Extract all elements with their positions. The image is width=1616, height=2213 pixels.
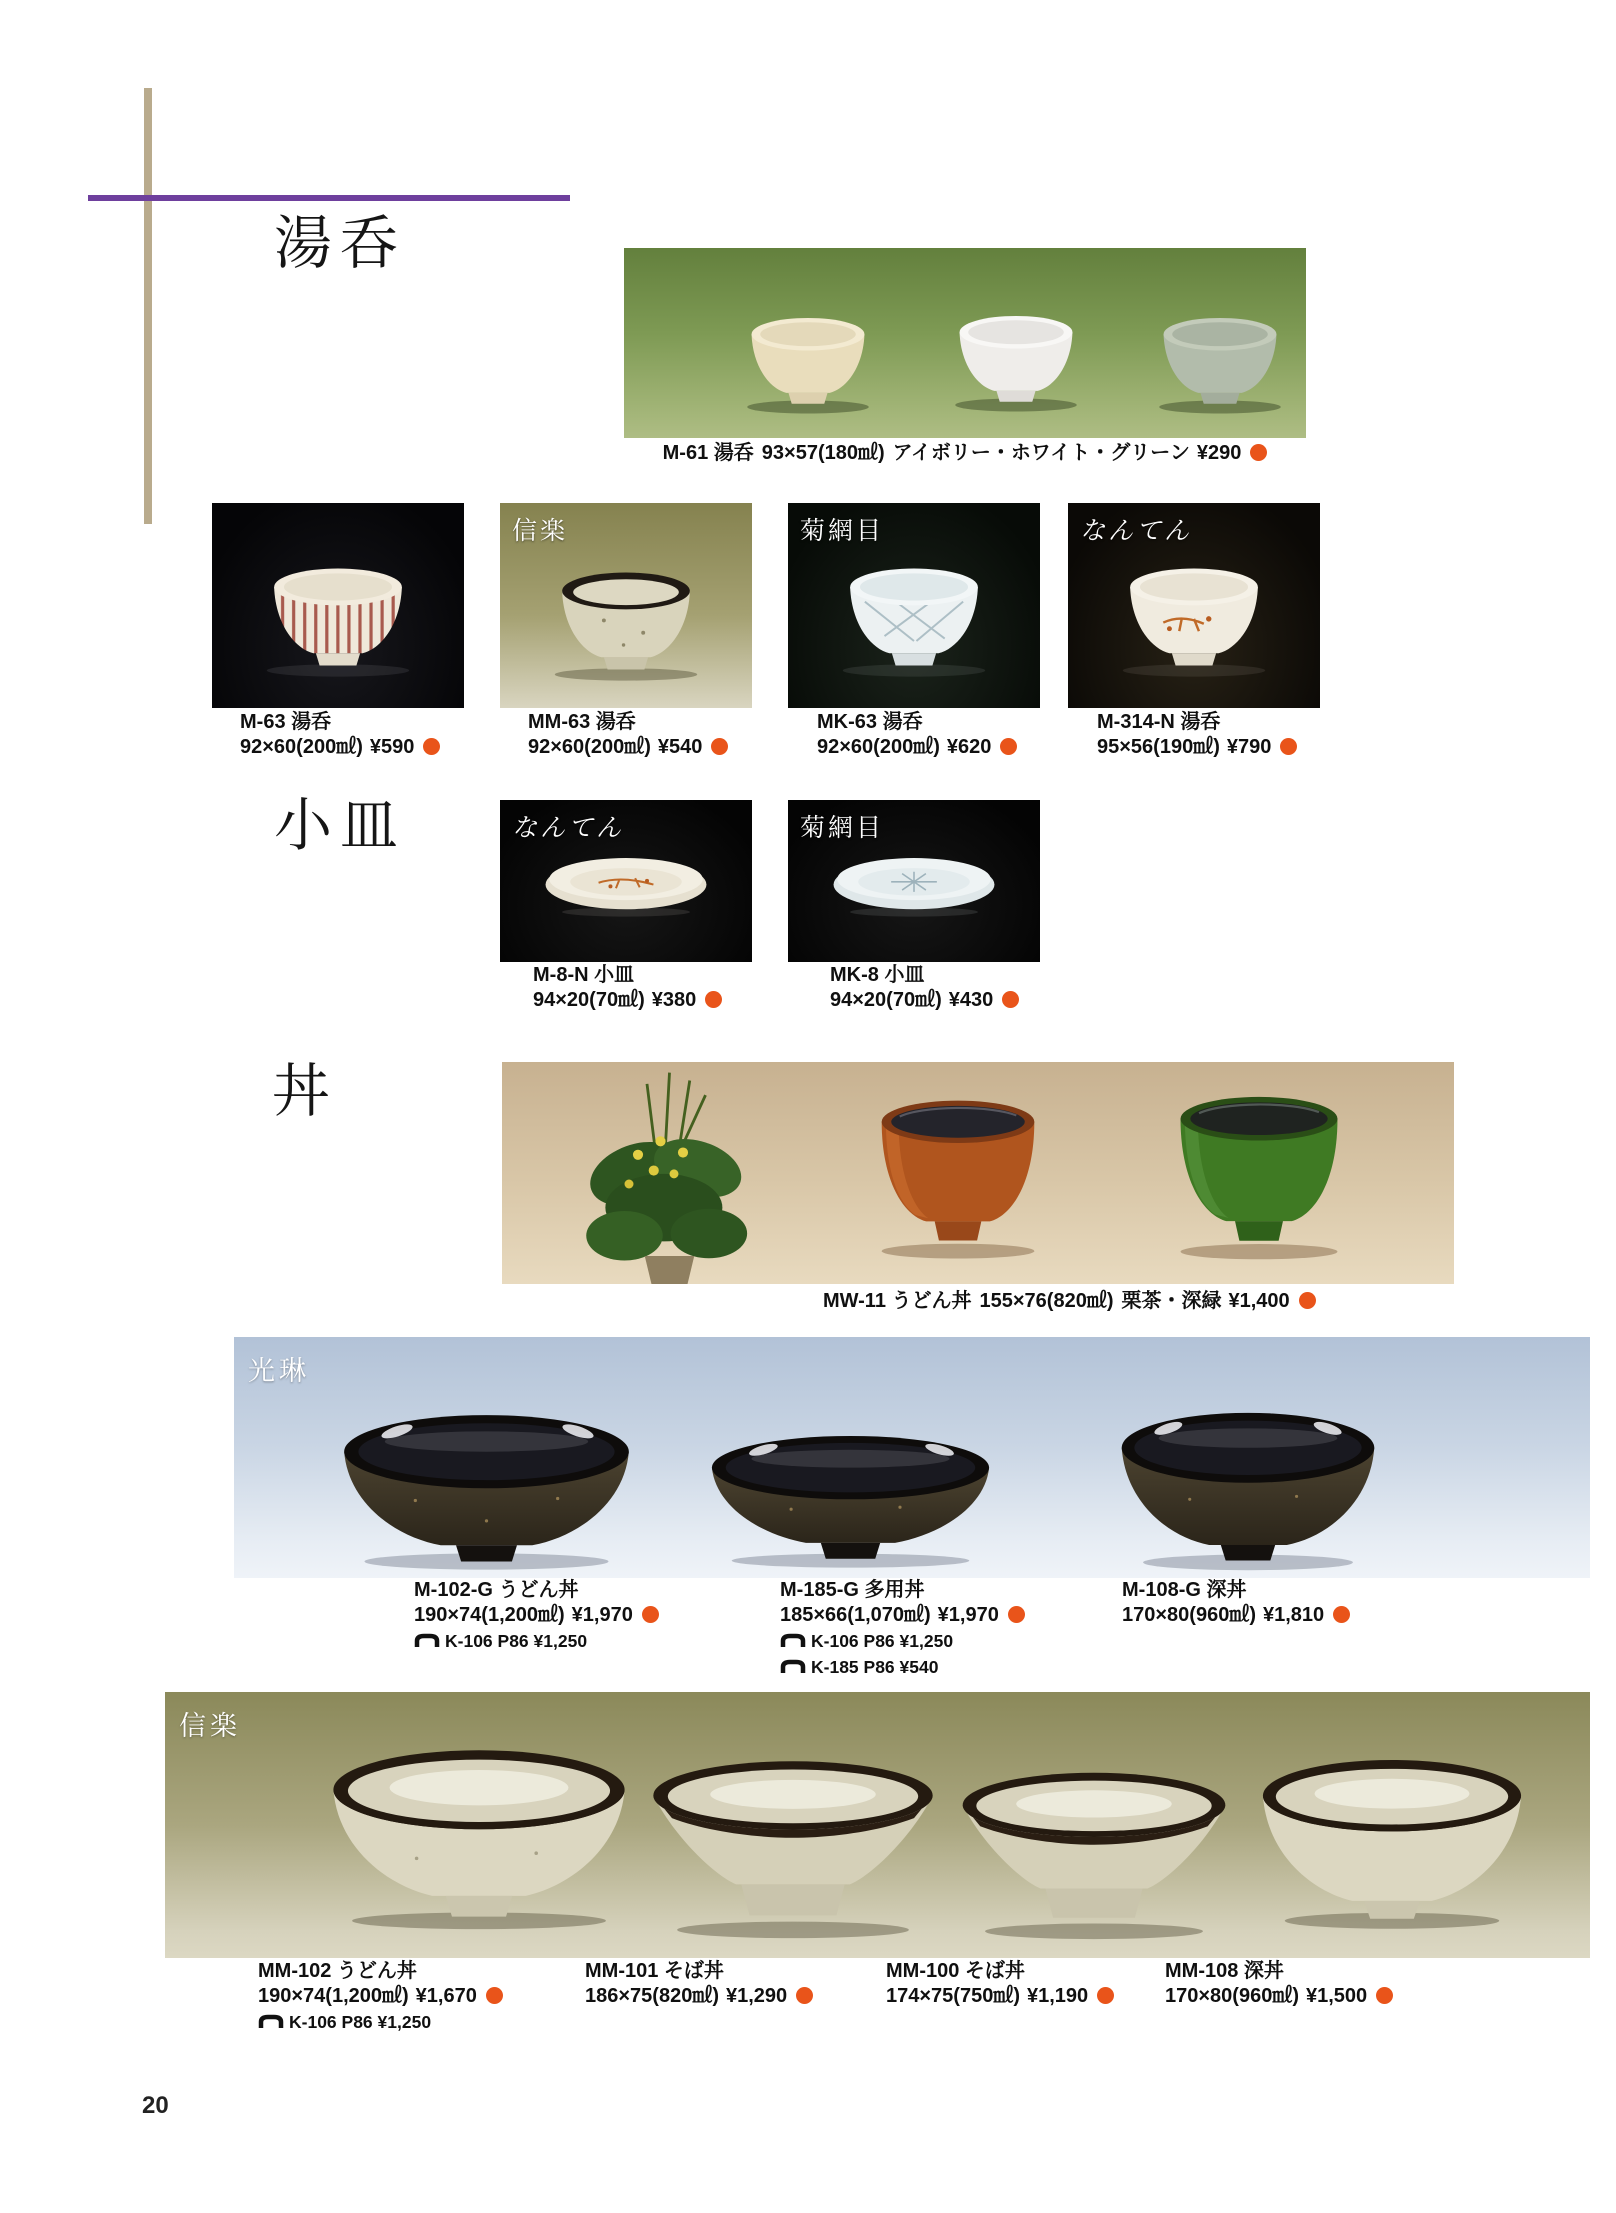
product-spec: 155×76(820㎖) [979, 1290, 1114, 1312]
availability-dot [1250, 444, 1267, 461]
product-name: M-108-G 深丼 [1122, 1579, 1247, 1601]
product-price: ¥540 [657, 736, 703, 758]
product-spec: 92×60(200㎖) [240, 736, 363, 758]
photo-mw11-bowls [502, 1062, 1454, 1284]
bowl-brown-image [852, 1090, 1064, 1265]
product-name: MK-8 小皿 [830, 964, 925, 986]
product-name: M-102-G うどん丼 [414, 1579, 579, 1601]
caption-m314n [1097, 710, 1297, 760]
product-price: ¥430 [948, 989, 994, 1011]
lid-option: K-106 P86 ¥1,250 [811, 1631, 954, 1651]
availability-dot [711, 738, 728, 755]
teacup-ivory-image [732, 306, 884, 415]
photo-mm63 [500, 503, 752, 708]
photo-label: なんてん [512, 813, 625, 842]
photo-mk8 [788, 800, 1040, 962]
product-spec: 174×75(750㎖) [886, 1985, 1020, 2007]
bowl-shigaraki-soba-image [643, 1754, 943, 1940]
product-colors: アイボリー・ホワイト・グリーン [892, 442, 1190, 464]
lid-icon [780, 1659, 806, 1674]
availability-dot [1280, 738, 1297, 755]
product-name: M-314-N 湯呑 [1097, 711, 1221, 733]
band-korin [234, 1337, 1590, 1578]
section-heading-yunomi: 湯呑 [274, 209, 407, 277]
product-code: MW-11 うどん丼 [823, 1290, 972, 1312]
product-spec: 92×60(200㎖) [528, 736, 651, 758]
band-shigaraki [165, 1692, 1590, 1958]
bowl-korin-udon-image [334, 1409, 639, 1572]
availability-dot [642, 1606, 659, 1623]
photo-label: 菊網目 [800, 813, 885, 842]
caption-m63 [240, 710, 440, 760]
product-name: M-8-N 小皿 [533, 964, 635, 986]
product-name: MM-101 そば丼 [585, 1960, 724, 1982]
purple-horizontal-rule [88, 195, 570, 201]
bowl-korin-fuka-image [1112, 1407, 1384, 1572]
section-heading-kozara: 小皿 [274, 791, 407, 859]
product-name: MM-102 うどん丼 [258, 1960, 417, 1982]
teacup-white-image [940, 304, 1092, 413]
photo-m8n [500, 800, 752, 962]
product-name: MM-100 そば丼 [886, 1960, 1025, 1982]
product-price: ¥1,500 [1305, 1985, 1368, 2007]
caption-mm63 [528, 710, 728, 760]
caption-m8n [533, 963, 722, 1013]
product-price: ¥790 [1226, 736, 1272, 758]
product-spec: 92×60(200㎖) [817, 736, 940, 758]
product-name: M-185-G 多用丼 [780, 1579, 925, 1601]
product-price: ¥1,290 [725, 1985, 788, 2007]
product-spec: 186×75(820㎖) [585, 1985, 719, 2007]
caption-mm102 [258, 1959, 503, 2035]
product-spec: 190×74(1,200㎖) [414, 1604, 565, 1626]
caption-m108g [1122, 1578, 1350, 1628]
flower-arrangement-image [557, 1067, 782, 1284]
product-spec: 94×20(70㎖) [830, 989, 942, 1011]
product-spec: 185×66(1,070㎖) [780, 1604, 931, 1626]
bowl-shigaraki-fuka-image [1253, 1752, 1531, 1931]
lid-option: K-106 P86 ¥1,250 [289, 2012, 432, 2032]
bowl-green-image [1150, 1086, 1368, 1266]
caption-mk63 [817, 710, 1017, 760]
availability-dot [1002, 991, 1019, 1008]
teacup-shigaraki-image [540, 559, 712, 682]
lid-icon [414, 1633, 440, 1648]
teacup-striped-image [252, 555, 424, 678]
product-price: ¥590 [369, 736, 415, 758]
caption-mm108 [1165, 1959, 1393, 2009]
product-price: ¥1,970 [937, 1604, 999, 1626]
bowl-shigaraki-udon-image [323, 1744, 635, 1931]
photo-m61-teacups [624, 248, 1306, 438]
availability-dot [1333, 1606, 1350, 1623]
caption-mw11 [823, 1289, 1316, 1314]
section-heading-donburi: 丼 [272, 1057, 339, 1125]
photo-label: なんてん [1080, 516, 1193, 545]
product-spec: 93×57(180㎖) [761, 442, 885, 464]
availability-dot [423, 738, 440, 755]
availability-dot [486, 1987, 503, 2004]
availability-dot [1000, 738, 1017, 755]
caption-m61 [624, 441, 1306, 466]
product-name: M-63 湯呑 [240, 711, 332, 733]
caption-m102g [414, 1578, 659, 1654]
product-name: MK-63 湯呑 [817, 711, 923, 733]
availability-dot [1008, 1606, 1025, 1623]
product-name: MM-108 深丼 [1165, 1960, 1284, 1982]
photo-m63 [212, 503, 464, 708]
plate-nanten-image [530, 848, 722, 921]
plate-kikuamime-image [818, 848, 1010, 921]
photo-label: 菊網目 [800, 516, 885, 545]
product-price: ¥1,190 [1026, 1985, 1089, 2007]
availability-dot [1299, 1292, 1316, 1309]
caption-m185g [780, 1578, 1025, 1680]
product-price: ¥380 [651, 989, 697, 1011]
caption-mk8 [830, 963, 1019, 1013]
product-price: ¥1,810 [1262, 1604, 1325, 1626]
photo-label: 信楽 [512, 516, 569, 545]
lid-option: K-185 P86 ¥540 [811, 1657, 939, 1677]
availability-dot [705, 991, 722, 1008]
product-price: ¥1,670 [415, 1985, 477, 2007]
product-colors: 栗茶・深緑 [1121, 1290, 1222, 1312]
bowl-korin-tayo-image [702, 1430, 999, 1569]
product-code: M-61 湯呑 [662, 442, 754, 464]
product-name: MM-63 湯呑 [528, 711, 636, 733]
band-label: 信楽 [179, 1711, 241, 1742]
page-number: 20 [142, 2092, 169, 2119]
lid-icon [258, 2014, 284, 2029]
band-label: 光琳 [248, 1356, 310, 1387]
product-spec: 170×80(960㎖) [1122, 1604, 1256, 1626]
product-price: ¥620 [946, 736, 992, 758]
caption-mm101 [585, 1959, 813, 2009]
teacup-green-image [1144, 306, 1296, 415]
product-spec: 170×80(960㎖) [1165, 1985, 1299, 2007]
product-price: ¥1,400 [1228, 1290, 1290, 1312]
product-spec: 94×20(70㎖) [533, 989, 645, 1011]
product-spec: 95×56(190㎖) [1097, 736, 1220, 758]
lid-option: K-106 P86 ¥1,250 [445, 1631, 588, 1651]
product-price: ¥1,970 [571, 1604, 633, 1626]
photo-mk63 [788, 503, 1040, 708]
lid-icon [780, 1633, 806, 1648]
caption-mm100 [886, 1959, 1114, 2009]
product-price: ¥290 [1196, 442, 1242, 464]
product-spec: 190×74(1,200㎖) [258, 1985, 409, 2007]
teacup-nanten-image [1108, 555, 1280, 678]
teacup-lattice-image [828, 555, 1000, 678]
availability-dot [1376, 1987, 1393, 2004]
availability-dot [1097, 1987, 1114, 2004]
bowl-shigaraki-soba2-image [953, 1766, 1235, 1941]
availability-dot [796, 1987, 813, 2004]
photo-m314n [1068, 503, 1320, 708]
tan-vertical-rule [144, 88, 152, 524]
